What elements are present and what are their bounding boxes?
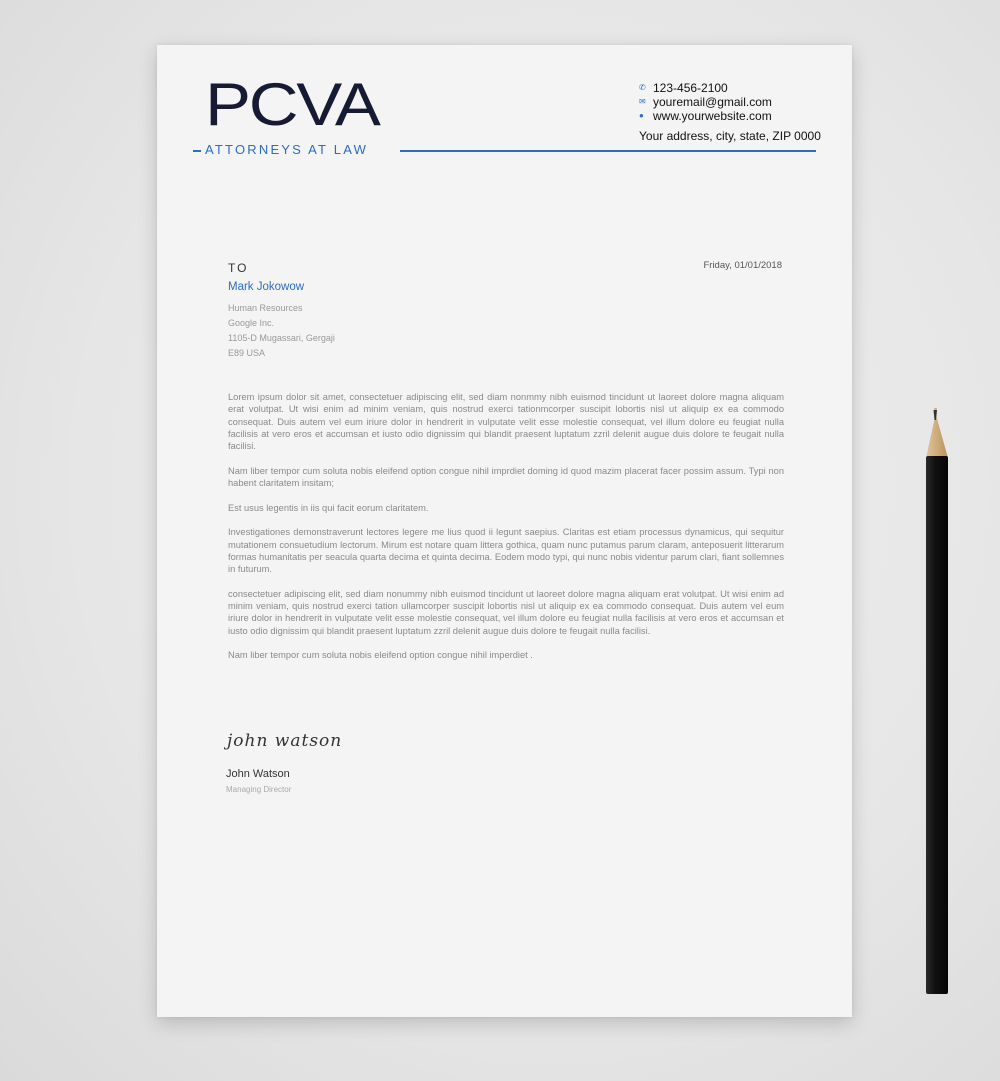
body-paragraph: Investigationes demonstraverunt lectores legere me lius quod ii legunt saepius. Claritas est etiam processus dynamicus, qui sequitur mutationem consuetudium lectorum. Mirum est notare quam littera gothica, quam nunc putamus parum claram, anteposuerit litterarum formas humanitatis per seacula quarta decima et quinta decima. Eodem modo typi, qui nunc nobis videntur parum clari, fiant sollemnes in futurum. — [228, 527, 784, 575]
tagline-dash — [193, 150, 201, 152]
tagline-text: ATTORNEYS AT LAW — [205, 142, 369, 157]
letterhead-paper — [157, 45, 852, 1017]
company-logo — [205, 71, 405, 138]
body-paragraph: Nam liber tempor cum soluta nobis eleifend option congue nihil imperdiet . — [228, 650, 533, 661]
contact-block — [639, 81, 821, 143]
pencil-image — [925, 408, 949, 994]
body-paragraph: consectetuer adipiscing elit, sed diam nonummy nibh euismod tincidunt ut laoreet dolore magna aliquam erat volutpat. Ut wisi enim ad minim veniam, quis nostrud exerci tation ullamcorper suscipit lobortis nisl ut aliquip ex ea commodo consequat. Duis autem vel eum iriure dolor in hendrerit in vulputate velit esse molestie consequat, vel illum dolore eu feugiat nulla facilisis at vero eros et accumsan et iusto odio dignissim qui blandit praesent luptatum zzril delenit augue duis dolore te feugait nulla facilisi. — [228, 588, 784, 636]
pencil-body — [926, 456, 948, 994]
handwritten-signature: john watson — [227, 731, 343, 751]
address: Your address, city, state, ZIP 0000 — [639, 129, 821, 143]
to-label: TO — [228, 261, 249, 275]
phone: 123-456-2100 — [653, 81, 728, 95]
logo-tagline — [193, 142, 368, 157]
letter-date: Friday, 01/01/2018 — [703, 260, 782, 271]
recipient-address — [228, 301, 335, 361]
body-paragraph: Lorem ipsum dolor sit amet, consectetuer adipiscing elit, sed diam nonmmy nibh euismod tincidunt ut laoreet dolore magna aliquam erat volutpat. Ut wisi enim ad minim veniam, quis nostrud exerci tationmcorper suscipit lobortis nisl ut aliquip ex ea commodo consequat. Duis autem vel eum iriure dolor in hendrerit in vulputate velit esse molestie consequat, vel illum dolore eu feugiat nulla facilisis at vero eros et accumsan et iusto odio dignissim qui blandit praesent luptatum zzril delenit augue duis dolore te feugait nulla facilisi. — [228, 392, 784, 452]
header-rule — [400, 150, 816, 152]
body-paragraph: Est usus legentis in iis qui facit eorum claritatem. — [228, 502, 429, 513]
website: www.yourwebsite.com — [653, 109, 772, 123]
recipient-line: E89 USA — [228, 348, 266, 358]
recipient-line: 1105-D Mugassari, Gergaji — [228, 333, 335, 343]
body-paragraph: Nam liber tempor cum soluta nobis eleifend option congue nihil imprdiet doming id quod mazim placerat facer possim assum. Typi non habent claritatem insitam; — [228, 465, 784, 489]
recipient-line: Human Resources — [228, 303, 303, 313]
signer-title: Managing Director — [226, 785, 292, 794]
letter-body — [228, 391, 784, 674]
signer-name: John Watson — [226, 768, 290, 780]
email: youremail@gmail.com — [653, 95, 772, 109]
globe-icon: ● — [639, 111, 644, 120]
recipient-line: Google Inc. — [228, 318, 275, 328]
logo-mark: PCVA — [205, 71, 379, 138]
phone-icon: ✆ — [639, 83, 646, 92]
pencil-tip — [926, 408, 948, 458]
recipient-name: Mark Jokowow — [228, 281, 305, 293]
mail-icon: ✉ — [639, 97, 646, 106]
